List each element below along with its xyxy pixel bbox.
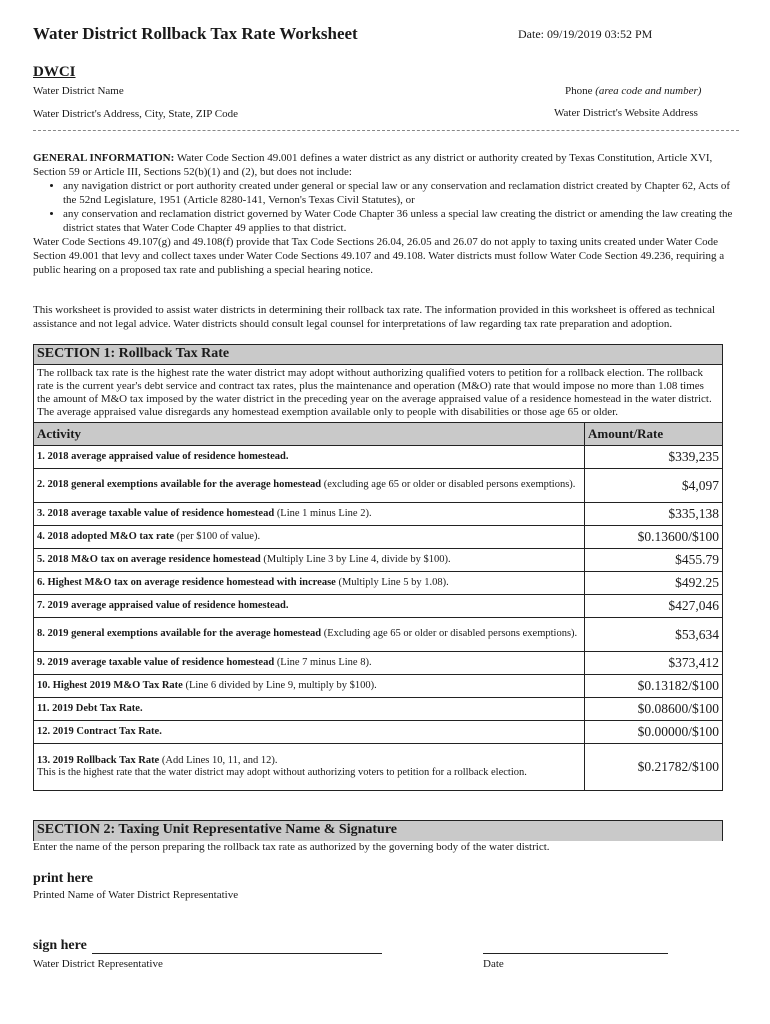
row-activity	[34, 526, 584, 548]
row-amount: $0.08600/$100	[584, 698, 722, 720]
row-label: 10. Highest 2019 M&O Tax Rate	[37, 679, 183, 691]
row-note: (Multiply Line 3 by Line 4, divide by $100).	[260, 553, 451, 565]
row-label: 4. 2018 adopted M&O tax rate	[37, 530, 175, 542]
worksheet-note: This worksheet is provided to assist water districts in determining their rollback tax rate. The information provided in this worksheet is offered as technical assistance and not legal advice. Water districts should consult legal counsel for interpretations of law regarding tax rate preparation and adoption.	[33, 304, 716, 330]
table-row	[34, 595, 722, 618]
phone-label	[565, 85, 701, 97]
row-label: 8. 2019 general exemptions available for the average homestead	[37, 628, 322, 640]
printed-name-label: Printed Name of Water District Representative	[33, 889, 239, 901]
row-amount: $53,634	[584, 618, 722, 651]
row-note: (per $100 of value).	[174, 530, 261, 542]
row-amount: $339,235	[584, 446, 722, 468]
district-name-label: Water District Name	[33, 85, 124, 97]
row-label: 9. 2019 average taxable value of residence homestead	[37, 656, 275, 668]
row-activity	[34, 595, 584, 617]
date-line[interactable]	[483, 953, 668, 954]
row-note: (Line 7 minus Line 8).	[274, 656, 372, 668]
row-note: (Add Lines 10, 11, and 12).	[159, 754, 278, 766]
row-amount: $0.00000/$100	[584, 721, 722, 743]
table-row	[34, 721, 722, 744]
row-label: 3. 2018 average taxable value of residence homestead	[37, 507, 275, 519]
general-lead: GENERAL INFORMATION:	[33, 152, 175, 164]
row-label: 6. Highest M&O tax on average residence homestead with increase	[37, 576, 336, 588]
row-label: 5. 2018 M&O tax on average residence homestead	[37, 553, 261, 565]
row-note: (Line 1 minus Line 2).	[274, 507, 372, 519]
signature-line[interactable]	[92, 953, 382, 954]
row-activity	[34, 721, 584, 743]
row-label: 1. 2018 average appraised value of residence homestead.	[37, 450, 289, 462]
row-label: 13. 2019 Rollback Tax Rate	[37, 754, 160, 766]
general-intro-text: Water Code Section 49.001 defines a water district as any district or authority created by Texas Constitution, Article XVI, Section 59 or Article III, Sections 52(b)(1) and (2), but does not include:	[33, 152, 713, 178]
sign-here-label: sign here	[33, 938, 87, 953]
section2-note: Enter the name of the person preparing the rollback tax rate as authorized by the governing body of the water district.	[33, 841, 550, 853]
row-activity	[34, 549, 584, 571]
row-amount: $427,046	[584, 595, 722, 617]
row-amount: $492.25	[584, 572, 722, 594]
exclusion-item: • any navigation district or port authority created under general or special law or any conservation and reclamation district created by Chapter 62, Acts of the 52nd Legislature, 1951 (Article 8280-141, Vernon's Texas Civil Statutes), or	[63, 179, 739, 207]
exclusion-item: • any conservation and reclamation district governed by Water Code Chapter 36 unless a special law creating the district or amending the law creating the district states that Water Code Chapter 49 applies to that district.	[63, 207, 739, 235]
row-note: (Line 6 divided by Line 9, multiply by $100).	[182, 679, 377, 691]
header-divider	[33, 130, 739, 131]
table-row	[34, 698, 722, 721]
phone-label-hint: (area code and number)	[595, 85, 702, 97]
section2-heading: SECTION 2: Taxing Unit Representative Name & Signature	[34, 821, 722, 841]
section1-description: The rollback tax rate is the highest rate the water district may adopt without authorizing qualified voters to petition for a rollback election. The rollback rate is the current year's debt service and contract tax rates, plus the maintenance and operation (M&O) rate that would impose no more than 1.08 times the amount of M&O tax imposed by the water district in the preceding year on the average appraised value of a residence homestead in the water district. The average appraised value disregards any homestead exemption available only to people with disabilities or those age 65 or older.	[34, 365, 722, 423]
row-amount: $4,097	[584, 469, 722, 502]
row-activity	[34, 675, 584, 697]
worksheet-date: Date: 09/19/2019 03:52 PM	[518, 27, 653, 41]
section1-table	[33, 344, 723, 791]
row-label: 7. 2019 average appraised value of residence homestead.	[37, 599, 289, 611]
row-note: (Excluding age 65 or older or disabled persons exemptions).	[321, 628, 578, 640]
row-label: 2. 2018 general exemptions available for the average homestead	[37, 479, 322, 491]
table-row	[34, 675, 722, 698]
website-label: Water District's Website Address	[554, 107, 698, 119]
row-activity	[34, 503, 584, 525]
representative-label: Water District Representative	[33, 958, 163, 970]
row-amount: $0.13600/$100	[584, 526, 722, 548]
general-information	[33, 151, 739, 277]
amount-column-header: Amount/Rate	[584, 423, 722, 445]
row-activity	[34, 652, 584, 674]
row-activity	[34, 446, 584, 468]
table-header	[34, 423, 722, 446]
print-here-label: print here	[33, 871, 94, 886]
table-row	[34, 744, 722, 790]
row-amount: $335,138	[584, 503, 722, 525]
row-activity	[34, 618, 584, 651]
table-row	[34, 469, 722, 503]
row-amount: $0.13182/$100	[584, 675, 722, 697]
table-row	[34, 572, 722, 595]
section1-heading: SECTION 1: Rollback Tax Rate	[34, 345, 722, 365]
general-closing: Water Code Sections 49.107(g) and 49.108(f) provide that Tax Code Sections 26.04, 26.05 and 26.07 do not apply to taxing units created under Water Code Section 49.001 that levy and collect taxes under Water Code Sections 49.107 and 49.108. Water districts must follow Water Code Section 49.236, requiring a public hearing on a proposed tax rate and publishing a special hearing notice.	[33, 236, 725, 276]
row-activity	[34, 744, 584, 790]
row-label: 12. 2019 Contract Tax Rate.	[37, 725, 162, 737]
general-intro	[33, 151, 739, 179]
activity-column-header: Activity	[34, 423, 584, 445]
row-amount: $0.21782/$100	[584, 744, 722, 790]
table-row	[34, 503, 722, 526]
row-label: 11. 2019 Debt Tax Rate.	[37, 702, 143, 714]
table-row	[34, 618, 722, 652]
row-amount: $455.79	[584, 549, 722, 571]
row-activity	[34, 469, 584, 502]
row-amount: $373,412	[584, 652, 722, 674]
district-code: DWCI	[33, 64, 76, 80]
row-note-extra: This is the highest rate that the water district may adopt without authorizing voters to petition for a rollback election.	[37, 767, 527, 778]
worksheet-title: Water District Rollback Tax Rate Worksheet	[33, 24, 358, 43]
address-label: Water District's Address, City, State, ZIP Code	[33, 108, 238, 120]
row-note: (excluding age 65 or older or disabled persons exemptions).	[321, 479, 576, 491]
date-label: Date	[483, 958, 504, 970]
row-activity	[34, 572, 584, 594]
table-row	[34, 526, 722, 549]
table-row	[34, 446, 722, 469]
table-row	[34, 652, 722, 675]
phone-label-text: Phone	[565, 85, 596, 97]
row-note: (Multiply Line 5 by 1.08).	[335, 576, 449, 588]
table-row	[34, 549, 722, 572]
exclusion-list	[33, 179, 739, 235]
section2-box	[33, 820, 723, 841]
row-activity	[34, 698, 584, 720]
